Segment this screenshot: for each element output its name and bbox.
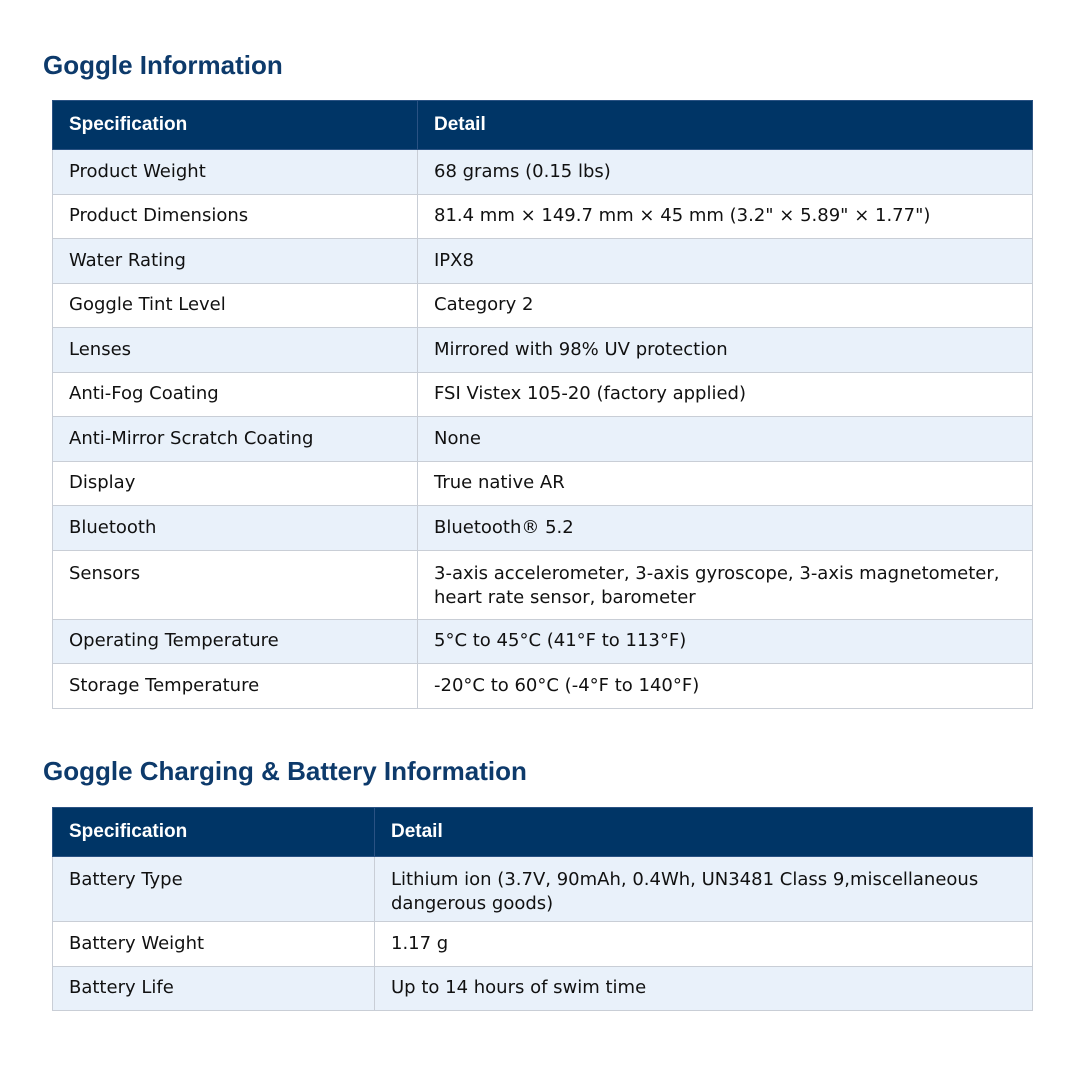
header-detail: Detail: [418, 101, 1033, 150]
spec-cell: Battery Life: [53, 966, 375, 1011]
spec-cell: Bluetooth: [53, 506, 418, 551]
table-header-row: [53, 808, 1033, 857]
table-row: [53, 283, 1033, 328]
spec-cell: Display: [53, 461, 418, 506]
detail-cell: Mirrored with 98% UV protection: [418, 328, 1033, 373]
spec-cell: Anti-Mirror Scratch Coating: [53, 417, 418, 462]
spec-cell: Battery Type: [53, 857, 375, 922]
table-row: [53, 857, 1033, 922]
spec-cell: Battery Weight: [53, 922, 375, 967]
table-row: [53, 239, 1033, 284]
table-row: [53, 664, 1033, 709]
goggle-information-table: [52, 100, 1033, 709]
detail-cell: True native AR: [418, 461, 1033, 506]
table-row: [53, 372, 1033, 417]
detail-cell: Category 2: [418, 283, 1033, 328]
spec-cell: Operating Temperature: [53, 619, 418, 664]
spec-cell: Product Weight: [53, 150, 418, 195]
table-row: [53, 619, 1033, 664]
table-row: [53, 966, 1033, 1011]
spec-cell: Lenses: [53, 328, 418, 373]
detail-cell: Bluetooth® 5.2: [418, 506, 1033, 551]
spec-cell: Water Rating: [53, 239, 418, 284]
table-row: [53, 461, 1033, 506]
detail-cell: IPX8: [418, 239, 1033, 284]
detail-cell: 68 grams (0.15 lbs): [418, 150, 1033, 195]
table-row: [53, 150, 1033, 195]
detail-cell: None: [418, 417, 1033, 462]
header-detail: Detail: [375, 808, 1033, 857]
detail-cell: -20°C to 60°C (-4°F to 140°F): [418, 664, 1033, 709]
detail-cell: 3-axis accelerometer, 3-axis gyroscope, 3-axis magnetometer, heart rate sensor, barometer: [418, 550, 1033, 619]
table-header-row: [53, 101, 1033, 150]
detail-cell: 81.4 mm × 149.7 mm × 45 mm (3.2" × 5.89" × 1.77"): [418, 194, 1033, 239]
table-row: [53, 194, 1033, 239]
spec-cell: Goggle Tint Level: [53, 283, 418, 328]
goggle-information-title: Goggle Information: [43, 50, 283, 80]
spec-cell: Sensors: [53, 550, 418, 619]
table-row: [53, 328, 1033, 373]
detail-cell: Lithium ion (3.7V, 90mAh, 0.4Wh, UN3481 Class 9,miscellaneous dangerous goods): [375, 857, 1033, 922]
header-specification: Specification: [53, 808, 375, 857]
table-row: [53, 550, 1033, 619]
detail-cell: 1.17 g: [375, 922, 1033, 967]
spec-cell: Storage Temperature: [53, 664, 418, 709]
spec-cell: Product Dimensions: [53, 194, 418, 239]
header-specification: Specification: [53, 101, 418, 150]
battery-information-title: Goggle Charging & Battery Information: [43, 756, 527, 786]
detail-cell: FSI Vistex 105-20 (factory applied): [418, 372, 1033, 417]
spec-cell: Anti-Fog Coating: [53, 372, 418, 417]
detail-cell: 5°C to 45°C (41°F to 113°F): [418, 619, 1033, 664]
table-row: [53, 506, 1033, 551]
battery-information-table: [52, 807, 1033, 1011]
table-row: [53, 417, 1033, 462]
detail-cell: Up to 14 hours of swim time: [375, 966, 1033, 1011]
table-row: [53, 922, 1033, 967]
